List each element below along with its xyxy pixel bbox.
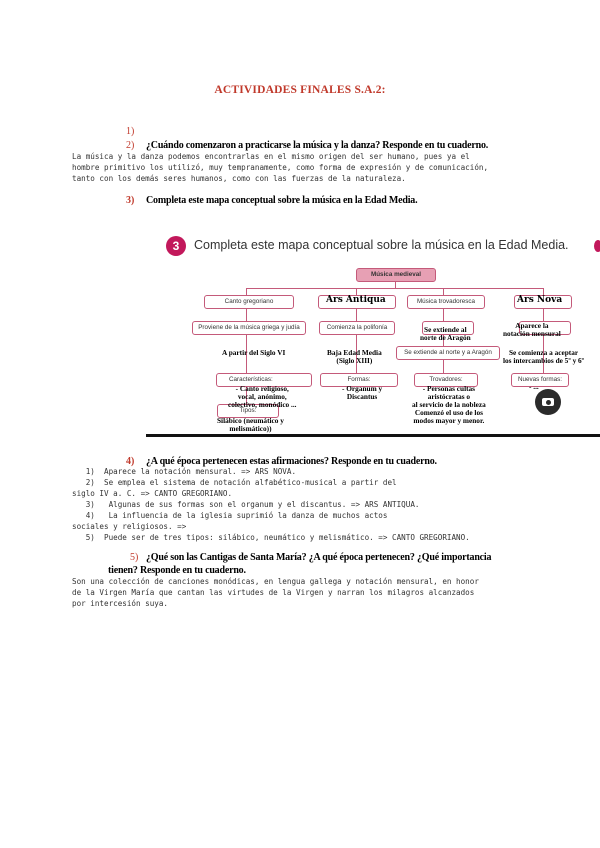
map-heading: Completa este mapa conceptual sobre la música en la Edad Media.: [194, 238, 569, 252]
camera-icon[interactable]: [535, 389, 561, 415]
page-edge-mark: [594, 240, 600, 252]
map-badge: 3: [166, 236, 186, 256]
overlay-siglo-vi: A partir del Siglo VI: [222, 348, 286, 357]
connector-line: [443, 308, 444, 321]
overlay-se-comienza: Se comienza a aceptar los intercambios de 5º y 6º: [503, 348, 585, 365]
connector-line: [443, 359, 444, 373]
page-title: ACTIVIDADES FINALES S.A.2:: [214, 84, 386, 96]
q3-number: 3): [126, 195, 135, 206]
map-node-trovadores: Trovadores:: [414, 373, 478, 387]
map-node-tipos: Tipos:: [217, 404, 279, 418]
map-node-comienza: Comienza la polifonía: [319, 321, 395, 335]
q5-question-line1: ¿Qué son las Cantigas de Santa María? ¿A qué época pertenecen? ¿Qué importancia: [146, 552, 492, 563]
overlay-nuevas-formas: - ...: [529, 382, 539, 391]
q5-answer: Son una colección de canciones monódicas, en lengua gallega y notación mensural, en honor de la Virgen María que cantan las virtudes de la Virgen y narran los milagros alcanzados por intercesión suya.: [72, 577, 479, 608]
q4-question: ¿A qué época pertenecen estas afirmaciones? Responde en tu cuaderno.: [146, 456, 437, 467]
map-node-se-extiende: Se extiende al norte y a Aragón: [396, 346, 500, 360]
map-node-caracteristicas: Características:: [216, 373, 312, 387]
map-node-formas: Formas:: [320, 373, 398, 387]
overlay-se-extiende: Se extiende al norte de Aragón: [420, 325, 471, 342]
q4-number: 4): [126, 456, 135, 467]
connector-line: [543, 308, 544, 321]
overlay-aparece: Aparece la notación mensural: [503, 321, 561, 338]
overlay-baja-edad-media: Baja Edad Media (Siglo XIII): [327, 348, 382, 365]
q5-number: 5): [130, 552, 139, 563]
connector-line: [246, 288, 247, 295]
overlay-formas: - Organum y Discantus: [342, 384, 383, 401]
q5-question-line2: tienen? Responde en tu cuaderno.: [108, 565, 246, 576]
map-node-musica-trovadoresca: Música trovadoresca: [407, 295, 485, 309]
q2-answer: La música y la danza podemos encontrarlas en el mismo origen del ser humano, pues ya el hombre primitivo los utilizó, muy tempranamente, como forma de expresión y de comunicación, tanto con los demás seres humanos, como con las fuerzas de la naturaleza.: [72, 152, 489, 183]
q4-answer: 1) Aparece la notación mensural. => ARS NOVA. 2) Se emplea el sistema de notación alfabético-musical a partir del siglo IV a. C. => CANTO GREGORIANO. 3) Algunas de sus formas son el organum y el discantus. => ARS ANTIQUA. 4) La influencia de la iglesia suprimió la danza de muchos actos sociales y religiosos. => 5) Puede ser de tres tipos: silábico, neumático y melismático. => CANTO GREGORIANO.: [72, 467, 470, 542]
q1-number: 1): [126, 126, 135, 137]
q2-question: ¿Cuándo comenzaron a practicarse la música y la danza? Responde en tu cuaderno.: [146, 140, 489, 151]
connector-line: [443, 288, 444, 295]
connector-line: [246, 288, 544, 289]
q2-number: 2): [126, 140, 135, 151]
map-node-canto-gregoriano: Canto gregoriano: [204, 295, 294, 309]
map-bottom-rule: [146, 434, 600, 437]
q3-question: Completa este mapa conceptual sobre la música en la Edad Media.: [146, 195, 418, 206]
overlay-ars-nova: Ars Nova: [517, 295, 563, 305]
connector-line: [543, 288, 544, 295]
connector-line: [246, 308, 247, 321]
map-node-nuevas-formas: Nuevas formas:: [511, 373, 569, 387]
connector-line: [356, 308, 357, 321]
overlay-tipos: Silábico (neumático y melismático)): [217, 416, 284, 433]
map-node-proviene: Proviene de la música griega y judía: [192, 321, 306, 335]
map-root-node: Música medieval: [356, 268, 436, 282]
connector-line: [356, 288, 357, 295]
overlay-ars-antiqua: Ars Antiqua: [326, 295, 386, 305]
overlay-trovadores: - Personas cultas aristócratas o al servicio de la nobleza Comenzó el uso de los modos mayor y menor.: [412, 384, 486, 425]
overlay-caracteristicas: - Canto religioso, vocal, anónimo, colectivo, monódico ...: [228, 384, 297, 409]
